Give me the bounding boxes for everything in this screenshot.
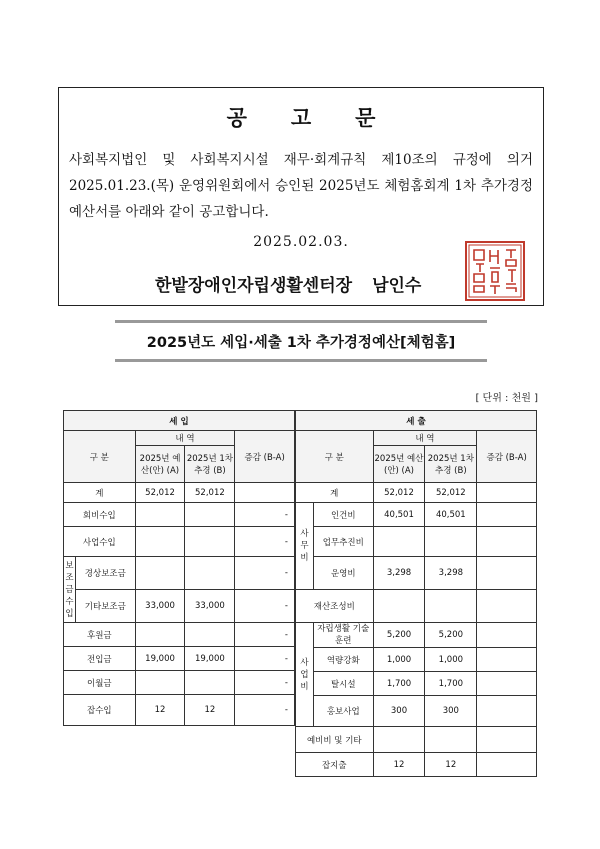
- expense-group-samu: 사무비: [296, 503, 314, 590]
- expense-row-label: 업무추진비: [313, 527, 373, 557]
- expense-row-label: 예비비 및 기타: [296, 727, 374, 753]
- expense-row-a: [373, 727, 425, 753]
- expense-row-d: [477, 727, 537, 753]
- subtitle: 2025년도 세입·세출 1차 추가경정예산[체험홈]: [146, 335, 456, 351]
- revenue-row-d: -: [235, 557, 295, 590]
- revenue-col-b: 2025년 1차 추경 (B): [185, 446, 235, 483]
- expense-row-b: 3,298: [425, 557, 477, 590]
- revenue-row-b: 19,000: [185, 647, 235, 671]
- expense-row-b: 300: [425, 696, 477, 727]
- revenue-row-label: 경상보조금: [75, 557, 135, 590]
- revenue-total-label: 계: [64, 483, 136, 503]
- revenue-row-label: 이월금: [64, 671, 136, 695]
- expense-row-label: 홍보사업: [313, 696, 373, 727]
- revenue-row-d: -: [235, 590, 295, 623]
- expense-row-label: 자립생활 기술훈련: [313, 623, 373, 648]
- revenue-row-a: [135, 557, 185, 590]
- expense-total-a: 52,012: [373, 483, 425, 503]
- expense-row-b: 5,200: [425, 623, 477, 648]
- expense-row-label: 운영비: [313, 557, 373, 590]
- revenue-total-a: 52,012: [135, 483, 185, 503]
- expense-row-b: [425, 590, 477, 623]
- expense-row-label: 인건비: [313, 503, 373, 527]
- notice-date: 2025.02.03.: [253, 234, 349, 250]
- revenue-row-b: [185, 623, 235, 647]
- expense-row-d: [477, 672, 537, 696]
- revenue-row-b: [185, 671, 235, 695]
- revenue-row-label: 잡수입: [64, 695, 136, 726]
- revenue-row-label: 후원금: [64, 623, 136, 647]
- revenue-row-d: -: [235, 671, 295, 695]
- revenue-row-a: [135, 527, 185, 557]
- expense-col-b: 2025년 1차 추경 (B): [425, 446, 477, 483]
- expense-row-d: [477, 623, 537, 648]
- expense-row-a: 5,200: [373, 623, 425, 648]
- expense-row-d: [477, 696, 537, 727]
- revenue-group-bojo: 보조금수입: [64, 557, 76, 623]
- revenue-total-b: 52,012: [185, 483, 235, 503]
- revenue-col-diff: 증감 (B-A): [235, 431, 295, 483]
- expense-row-a: 1,700: [373, 672, 425, 696]
- expense-row-a: 1,000: [373, 648, 425, 672]
- expense-total-d: [477, 483, 537, 503]
- expense-col-gubun: 구 분: [296, 431, 374, 483]
- expense-col-a: 2025년 예산(안) (A): [373, 446, 425, 483]
- revenue-col-a: 2025년 예산(안) (A): [135, 446, 185, 483]
- notice-title: 공고문: [226, 106, 420, 130]
- subtitle-bar: [115, 320, 487, 362]
- revenue-row-a: [135, 503, 185, 527]
- signer-name: 남인수: [372, 276, 422, 296]
- revenue-table: [63, 410, 295, 726]
- expense-row-label: 탈시설: [313, 672, 373, 696]
- expense-row-a: 40,501: [373, 503, 425, 527]
- revenue-total-d: [235, 483, 295, 503]
- expense-row-label: 역량강화: [313, 648, 373, 672]
- expense-row-a: [373, 527, 425, 557]
- expense-row-d: [477, 753, 537, 777]
- revenue-row-label: 기타보조금: [75, 590, 135, 623]
- signer: [155, 271, 421, 296]
- expense-row-d: [477, 503, 537, 527]
- expense-row-label: 재산조성비: [296, 590, 374, 623]
- expense-table: [295, 410, 537, 777]
- revenue-row-a: [135, 623, 185, 647]
- expense-row-a: [373, 590, 425, 623]
- revenue-col-naeyeok: 내 역: [135, 431, 235, 446]
- expense-row-label: 잡지출: [296, 753, 374, 777]
- expense-total-b: 52,012: [425, 483, 477, 503]
- expense-group-saeop: 사업비: [296, 623, 314, 727]
- revenue-row-b: [185, 503, 235, 527]
- expense-row-b: 1,700: [425, 672, 477, 696]
- official-seal-icon: [464, 240, 526, 302]
- expense-row-d: [477, 590, 537, 623]
- revenue-row-label: 전입금: [64, 647, 136, 671]
- revenue-row-d: -: [235, 503, 295, 527]
- revenue-col-gubun: 구 분: [64, 431, 136, 483]
- expense-title: 세 출: [296, 411, 537, 431]
- expense-row-d: [477, 557, 537, 590]
- expense-row-b: 1,000: [425, 648, 477, 672]
- expense-row-b: [425, 727, 477, 753]
- notice-box: [58, 87, 544, 306]
- expense-total-label: 계: [296, 483, 374, 503]
- signer-org: 한밭장애인자립생활센터장: [155, 276, 353, 296]
- revenue-row-a: 33,000: [135, 590, 185, 623]
- expense-row-a: 12: [373, 753, 425, 777]
- revenue-title: 세 입: [64, 411, 295, 431]
- notice-body: 사회복지법인 및 사회복지시설 재무·회계규칙 제10조의 규정에 의거 2025.01.23.(목) 운영위원회에서 승인된 2025년도 체험홈회계 1차 추가경정 예산서를 아래와 같이 공고합니다.: [69, 152, 533, 220]
- expense-row-b: [425, 527, 477, 557]
- revenue-row-a: 12: [135, 695, 185, 726]
- revenue-row-b: 33,000: [185, 590, 235, 623]
- revenue-row-d: -: [235, 623, 295, 647]
- expense-col-diff: 증감 (B-A): [477, 431, 537, 483]
- revenue-row-a: [135, 671, 185, 695]
- expense-row-a: 300: [373, 696, 425, 727]
- revenue-row-d: -: [235, 527, 295, 557]
- revenue-row-a: 19,000: [135, 647, 185, 671]
- unit-label: [ 단위 : 천원 ]: [475, 393, 538, 404]
- expense-row-a: 3,298: [373, 557, 425, 590]
- revenue-row-d: -: [235, 695, 295, 726]
- expense-row-b: 12: [425, 753, 477, 777]
- revenue-row-b: 12: [185, 695, 235, 726]
- expense-row-d: [477, 648, 537, 672]
- revenue-row-d: -: [235, 647, 295, 671]
- expense-row-b: 40,501: [425, 503, 477, 527]
- revenue-row-label: 사업수입: [64, 527, 136, 557]
- expense-row-d: [477, 527, 537, 557]
- revenue-row-b: [185, 557, 235, 590]
- revenue-row-b: [185, 527, 235, 557]
- expense-col-naeyeok: 내 역: [373, 431, 477, 446]
- revenue-row-label: 회비수입: [64, 503, 136, 527]
